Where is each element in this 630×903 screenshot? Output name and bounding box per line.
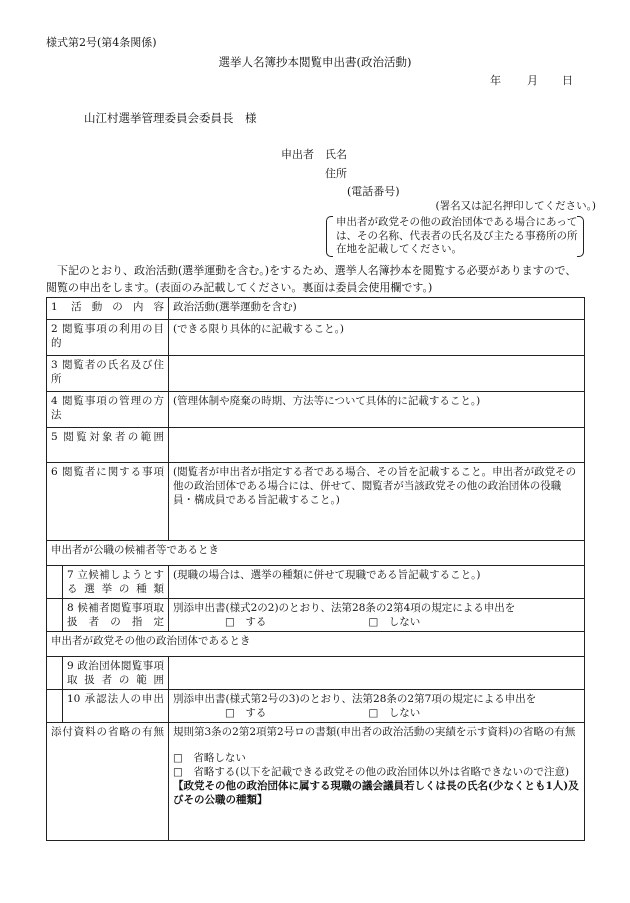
- approved-corp-no-checkbox[interactable]: □ しない: [368, 707, 421, 719]
- row-scope: [47, 428, 585, 463]
- candidate-handler-value: [169, 599, 585, 632]
- purpose-value[interactable]: (できる限り具体的に記載すること。): [169, 320, 585, 356]
- approved-corp-choices: [173, 706, 580, 720]
- section-candidate-heading: 申出者が公職の候補者等であるとき: [47, 541, 585, 566]
- scope-value[interactable]: [169, 428, 585, 463]
- candidate-handler-yes-checkbox[interactable]: □ する: [225, 616, 267, 628]
- row-candidate-handler: [47, 599, 585, 632]
- management-value[interactable]: (管理体制や廃棄の時期、方法等について具体的に記載すること。): [169, 392, 585, 428]
- attachment-label: 添付資料の省略の有無: [47, 723, 169, 841]
- organization-note: [322, 216, 584, 257]
- attachment-intro: 規則第3条の2第2項第2号ロの書類(申出者の政治活動の実績を示す資料)の省略の有無: [173, 726, 576, 738]
- attachment-option-no-omit[interactable]: □ 省略しない: [173, 752, 246, 764]
- applicant-label: 申出者: [281, 148, 314, 161]
- signature-note: (署名又は記名押印してください。): [435, 200, 596, 212]
- purpose-label: 2 閲覧事項の利用の目的: [47, 320, 169, 356]
- indent-cell: [47, 657, 63, 690]
- section-party: [47, 632, 585, 657]
- row-election-type: [47, 566, 585, 599]
- row-activity: [47, 298, 585, 320]
- election-type-value[interactable]: (現職の場合は、選挙の種類に併せて現職である旨記載すること。): [169, 566, 585, 599]
- approved-corp-text: 別添申出書(様式第2号の3)のとおり、法第28条の2第7項の規定による申出を: [173, 693, 537, 705]
- bracket-right: [577, 216, 584, 257]
- document-title: 選挙人名簿抄本閲覧申出書(政治活動): [218, 55, 412, 69]
- party-handler-label: 9 政治団体閲覧事項取扱者の範囲: [63, 657, 169, 690]
- activity-value: 政治活動(選挙運動を含む): [169, 298, 585, 320]
- scope-label: 5 閲覧対象者の範囲: [47, 428, 169, 463]
- approved-corp-yes-checkbox[interactable]: □ する: [225, 707, 267, 719]
- management-label: 4 閲覧事項の管理の方法: [47, 392, 169, 428]
- activity-label: 1 活動の内容: [47, 298, 169, 320]
- candidate-handler-text: 別添申出書(様式2の2)のとおり、法第28条の2第4項の規定による申出を: [173, 602, 516, 614]
- attachment-option-omit[interactable]: □ 省略する(以下を記載できる政党その他の政治団体以外は省略できないので注意): [173, 766, 570, 778]
- candidate-handler-choices: [173, 615, 580, 629]
- name-label: 氏名: [325, 148, 347, 161]
- application-table: [46, 297, 585, 841]
- indent-cell: [47, 690, 63, 723]
- row-viewer-name-address: [47, 356, 585, 392]
- approved-corp-value: [169, 690, 585, 723]
- attachment-value: [169, 723, 585, 841]
- candidate-handler-label: 8 候補者閲覧事項取扱者の指定: [63, 599, 169, 632]
- indent-cell: [47, 599, 63, 632]
- viewer-name-address-value[interactable]: [169, 356, 585, 392]
- date-year: 年: [490, 74, 501, 87]
- row-viewer-info: [47, 463, 585, 541]
- indent-cell: [47, 566, 63, 599]
- viewer-info-value[interactable]: (閲覧者が申出者が指定する者である場合、その旨を記載すること。申出者が政党その他の政治団体である場合には、併せて、閲覧者が当該政党その他の政治団体の役職員・構成員である旨記載すること。): [169, 463, 585, 541]
- approved-corp-label: 10 承認法人の申出: [63, 690, 169, 723]
- intro-paragraph: 下記のとおり、政治活動(選挙運動を含む。)をするため、選挙人名簿抄本を閲覧する必要がありますので、閲覧の申出をします。(表面のみ記載してください。裏面は委員会使用欄です。): [46, 264, 577, 294]
- date-month: 月: [527, 74, 538, 87]
- viewer-info-label: 6 閲覧者に関する事項: [47, 463, 169, 541]
- section-candidate: [47, 541, 585, 566]
- row-party-handler: [47, 657, 585, 690]
- phone-label: (電話番号): [347, 185, 400, 198]
- row-purpose: [47, 320, 585, 356]
- row-approved-corp: [47, 690, 585, 723]
- attachment-bold-note: 【政党その他の政治団体に属する現職の議会議員若しくは長の氏名(少なくとも1人)及びその公職の種類】: [173, 780, 579, 806]
- form-number: 様式第2号(第4条関係): [46, 36, 157, 49]
- row-management: [47, 392, 585, 428]
- bracket-left: [326, 216, 333, 257]
- date-day: 日: [562, 74, 573, 87]
- addressee: 山江村選挙管理委員会委員長 様: [84, 111, 257, 125]
- section-party-heading: 申出者が政党その他の政治団体であるとき: [47, 632, 585, 657]
- candidate-handler-no-checkbox[interactable]: □ しない: [368, 616, 421, 628]
- row-attachment: [47, 723, 585, 841]
- viewer-name-address-label: 3 閲覧者の氏名及び住所: [47, 356, 169, 392]
- election-type-label: 7 立候補しようとする選挙の種類: [63, 566, 169, 599]
- address-label: 住所: [325, 167, 347, 180]
- organization-note-text: 申出者が政党その他の政治団体である場合にあっては、その名称、代表者の氏名及び主たる事務所の所在地を記載してください。: [336, 216, 578, 255]
- party-handler-value[interactable]: [169, 657, 585, 690]
